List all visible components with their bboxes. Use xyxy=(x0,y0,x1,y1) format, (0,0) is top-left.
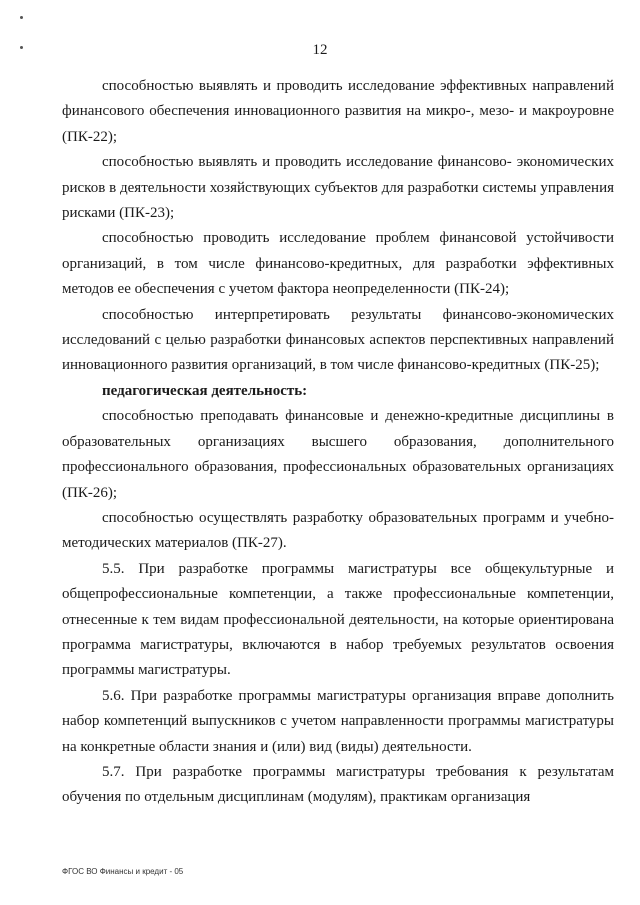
clause-5-5: 5.5. При разработке программы магистратуры все общекультурные и общепрофессиональные компетенции, а также профессиональные компетенции, отнесенные к тем видам профессиональной деятельности, на которые ориентирована программа магистратуры, включаются в набор требуемых результатов освоения программы магистратуры. xyxy=(62,560,614,679)
clause-5-7: 5.7. При разработке программы магистратуры требования к результатам обучения по отдельным дисциплинам (модулям), практикам организация xyxy=(62,763,614,806)
competency-pk-24: способностью проводить исследование проблем финансовой устойчивости организаций, в том числе финансово-кредитных, для разработки эффективных методов ее обеспечения с учетом фактора неопределенности (ПК-24); xyxy=(62,230,614,298)
clause-5-6: 5.6. При разработке программы магистратуры организация вправе дополнить набор компетенций выпускников с учетом направленности программы магистратуры на конкретные области знания и (или) вид (виды) деятельности. xyxy=(62,687,614,755)
scan-speck xyxy=(20,16,23,19)
page-number: 12 xyxy=(312,42,328,58)
competency-pk-23: способностью выявлять и проводить исследование финансово- экономических рисков в деятельности хозяйствующих субъектов для разработки системы управления рисками (ПК-23); xyxy=(62,154,614,222)
competency-pk-25: способностью интерпретировать результаты финансово-экономических исследований с целью разработки финансовых аспектов перспективных направлений инновационного развития организаций, в том числе финансово-кредитных (ПК-25); xyxy=(62,306,614,374)
competency-pk-22: способностью выявлять и проводить исследование эффективных направлений финансового обеспечения инновационного развития на микро-, мезо- и макроуровне (ПК-22); xyxy=(62,78,614,145)
footer-doc-id: ФГОС ВО Финансы и кредит - 05 xyxy=(62,867,184,876)
competency-pk-26: способностью преподавать финансовые и денежно-кредитные дисциплины в образовательных организациях высшего образования, дополнительного профессионального образования, профессиональных образовательных организациях (ПК-26); xyxy=(62,408,614,501)
competency-pk-27: способностью осуществлять разработку образовательных программ и учебно-методических материалов (ПК-27). xyxy=(62,509,614,552)
document-body xyxy=(62,74,614,811)
section-heading-pedagogical: педагогическая деятельность: xyxy=(102,382,308,399)
